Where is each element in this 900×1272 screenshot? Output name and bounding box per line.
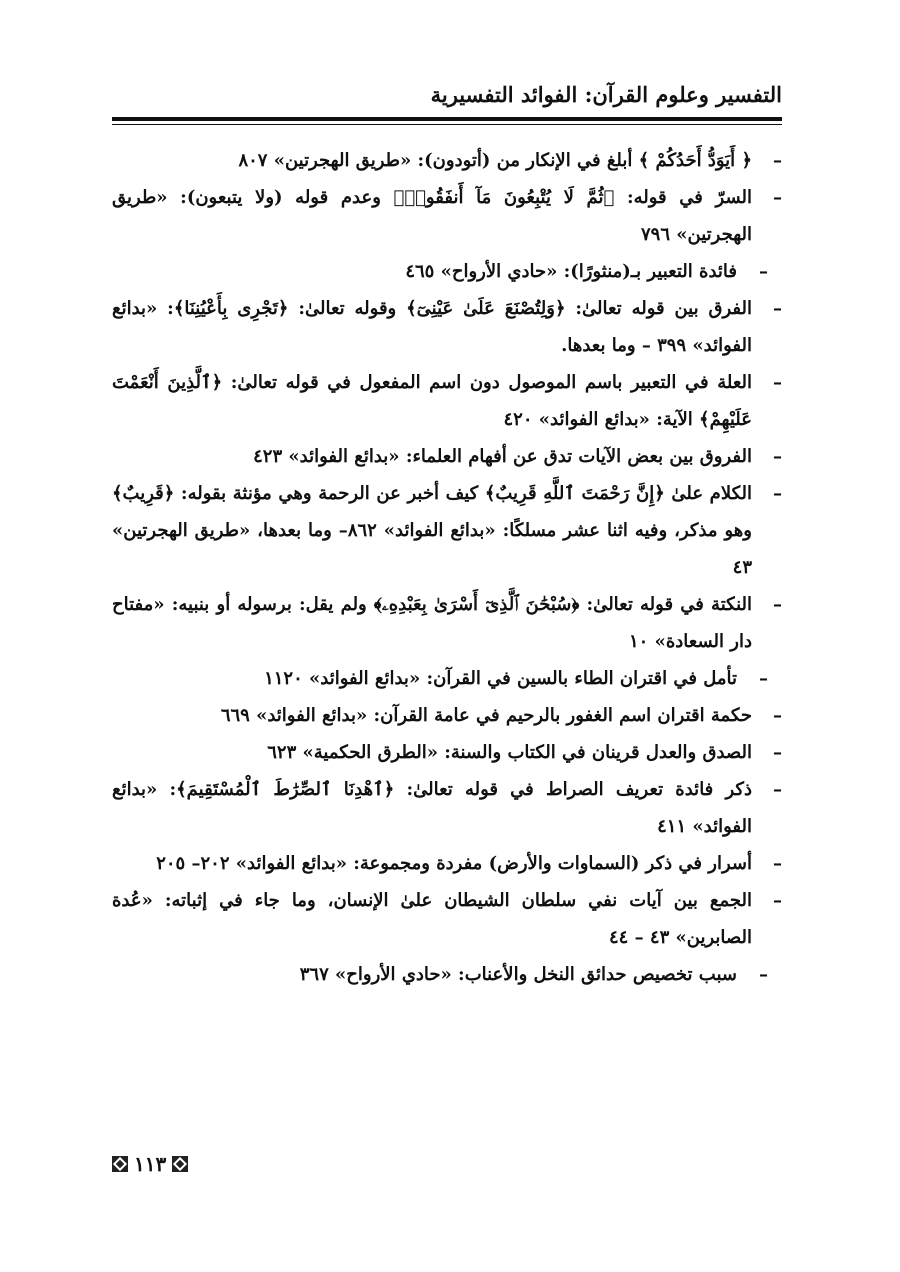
page-footer [112, 1152, 188, 1176]
entry-bullet: – [773, 779, 782, 800]
entry-bullet: – [759, 964, 768, 985]
entry-bullet: – [773, 446, 782, 467]
index-entry [112, 364, 782, 438]
entry-bullet: – [773, 705, 782, 726]
entry-text: النكتة في قوله تعالىٰ: ﴿سُبْحَٰنَ ٱلَّذِىٓ أَسْرَىٰ بِعَبْدِهِۦ﴾ ولم يقل: برسوله أو بنبيه: «مفتاح دار السعادة» ١٠ [112, 594, 752, 652]
entry-text: الجمع بين آيات نفي سلطان الشيطان علىٰ الإنسان، وما جاء في إثباته: «عُدة الصابرين» ٤٣ – ٤٤ [112, 890, 752, 948]
entry-text: السرّ في قوله: ﴿ثُمَّ لَا يُتْبِعُونَ مَآ أَنفَقُوا۟﴾ وعدم قوله (ولا يتبعون): «طريق الهجرتين» ٧٩٦ [112, 187, 752, 245]
index-entries [112, 142, 782, 993]
index-entry [112, 660, 782, 697]
entry-text: الفرق بين قوله تعالىٰ: ﴿وَلِتُصْنَعَ عَلَىٰ عَيْنِىٓ﴾ وقوله تعالىٰ: ﴿تَجْرِى بِأَعْيُنِنَا﴾: «بدائع الفوائد» ٣٩٩ – وما بعدها. [112, 298, 752, 356]
ornament-right-icon [172, 1156, 188, 1172]
index-entry [112, 771, 782, 845]
entry-text: سبب تخصيص حدائق النخل والأعناب: «حادي الأرواح» ٣٦٧ [299, 964, 737, 985]
entry-text: الفروق بين بعض الآيات تدق عن أفهام العلماء: «بدائع الفوائد» ٤٢٣ [253, 446, 752, 467]
index-entry [112, 882, 782, 956]
entry-text: ﴿ أَيَوَدُّ أَحَدُكُمْ ﴾ أبلغ في الإنكار من (أتودون): «طريق الهجرتين» ٨٠٧ [238, 150, 752, 171]
header-rule-thick [112, 117, 782, 121]
index-entry [112, 142, 782, 179]
entry-bullet: – [773, 187, 782, 208]
index-entry [112, 734, 782, 771]
entry-bullet: – [773, 890, 782, 911]
index-entry [112, 845, 782, 882]
index-entry [112, 956, 782, 993]
index-entry [112, 475, 782, 586]
entry-text: حكمة اقتران اسم الغفور بالرحيم في عامة القرآن: «بدائع الفوائد» ٦٦٩ [220, 705, 752, 726]
entry-bullet: – [773, 483, 782, 504]
entry-text: تأمل في اقتران الطاء بالسين في القرآن: «بدائع الفوائد» ١١٢٠ [264, 668, 737, 689]
index-entry [112, 697, 782, 734]
entry-bullet: – [759, 668, 768, 689]
entry-bullet: – [773, 298, 782, 319]
entry-bullet: – [773, 150, 782, 171]
index-entry [112, 438, 782, 475]
entry-text: ذكر فائدة تعريف الصراط في قوله تعالىٰ: ﴿ٱهْدِنَا ٱلصِّرَٰطَ ٱلْمُسْتَقِيمَ﴾: «بدائع الفوائد» ٤١١ [112, 779, 752, 837]
entry-text: الكلام علىٰ ﴿إِنَّ رَحْمَتَ ٱللَّهِ قَرِيبٌ﴾ كيف أخبر عن الرحمة وهي مؤنثة بقوله: ﴿قَرِيبٌ﴾ وهو مذكر، وفيه اثنا عشر مسلكًا: «بدائع الفوائد» ٨٦٢– وما بعدها، «طريق الهجرتين» ٤٣ [112, 483, 752, 578]
entry-text: أسرار في ذكر (السماوات والأرض) مفردة ومجموعة: «بدائع الفوائد» ٢٠٢– ٢٠٥ [156, 853, 752, 874]
index-entry [112, 290, 782, 364]
header-rule-thin [112, 124, 782, 125]
running-header: التفسير وعلوم القرآن: الفوائد التفسيرية [430, 82, 782, 107]
entry-text: فائدة التعبير بـ(منثورًا): «حادي الأرواح» ٤٦٥ [405, 261, 737, 282]
entry-bullet: – [773, 742, 782, 763]
page-number: ١١٣ [134, 1152, 167, 1176]
index-entry [112, 253, 782, 290]
entry-text: الصدق والعدل قرينان في الكتاب والسنة: «الطرق الحكمية» ٦٢٣ [267, 742, 752, 763]
ornament-left-icon [112, 1156, 128, 1172]
entry-bullet: – [773, 372, 782, 393]
entry-bullet: – [773, 594, 782, 615]
entry-bullet: – [773, 853, 782, 874]
index-entry [112, 586, 782, 660]
entry-bullet: – [759, 261, 768, 282]
index-entry [112, 179, 782, 253]
entry-text: العلة في التعبير باسم الموصول دون اسم المفعول في قوله تعالىٰ: ﴿ٱلَّذِينَ أَنْعَمْتَ عَلَيْهِمْ﴾ الآية: «بدائع الفوائد» ٤٢٠ [112, 372, 752, 430]
